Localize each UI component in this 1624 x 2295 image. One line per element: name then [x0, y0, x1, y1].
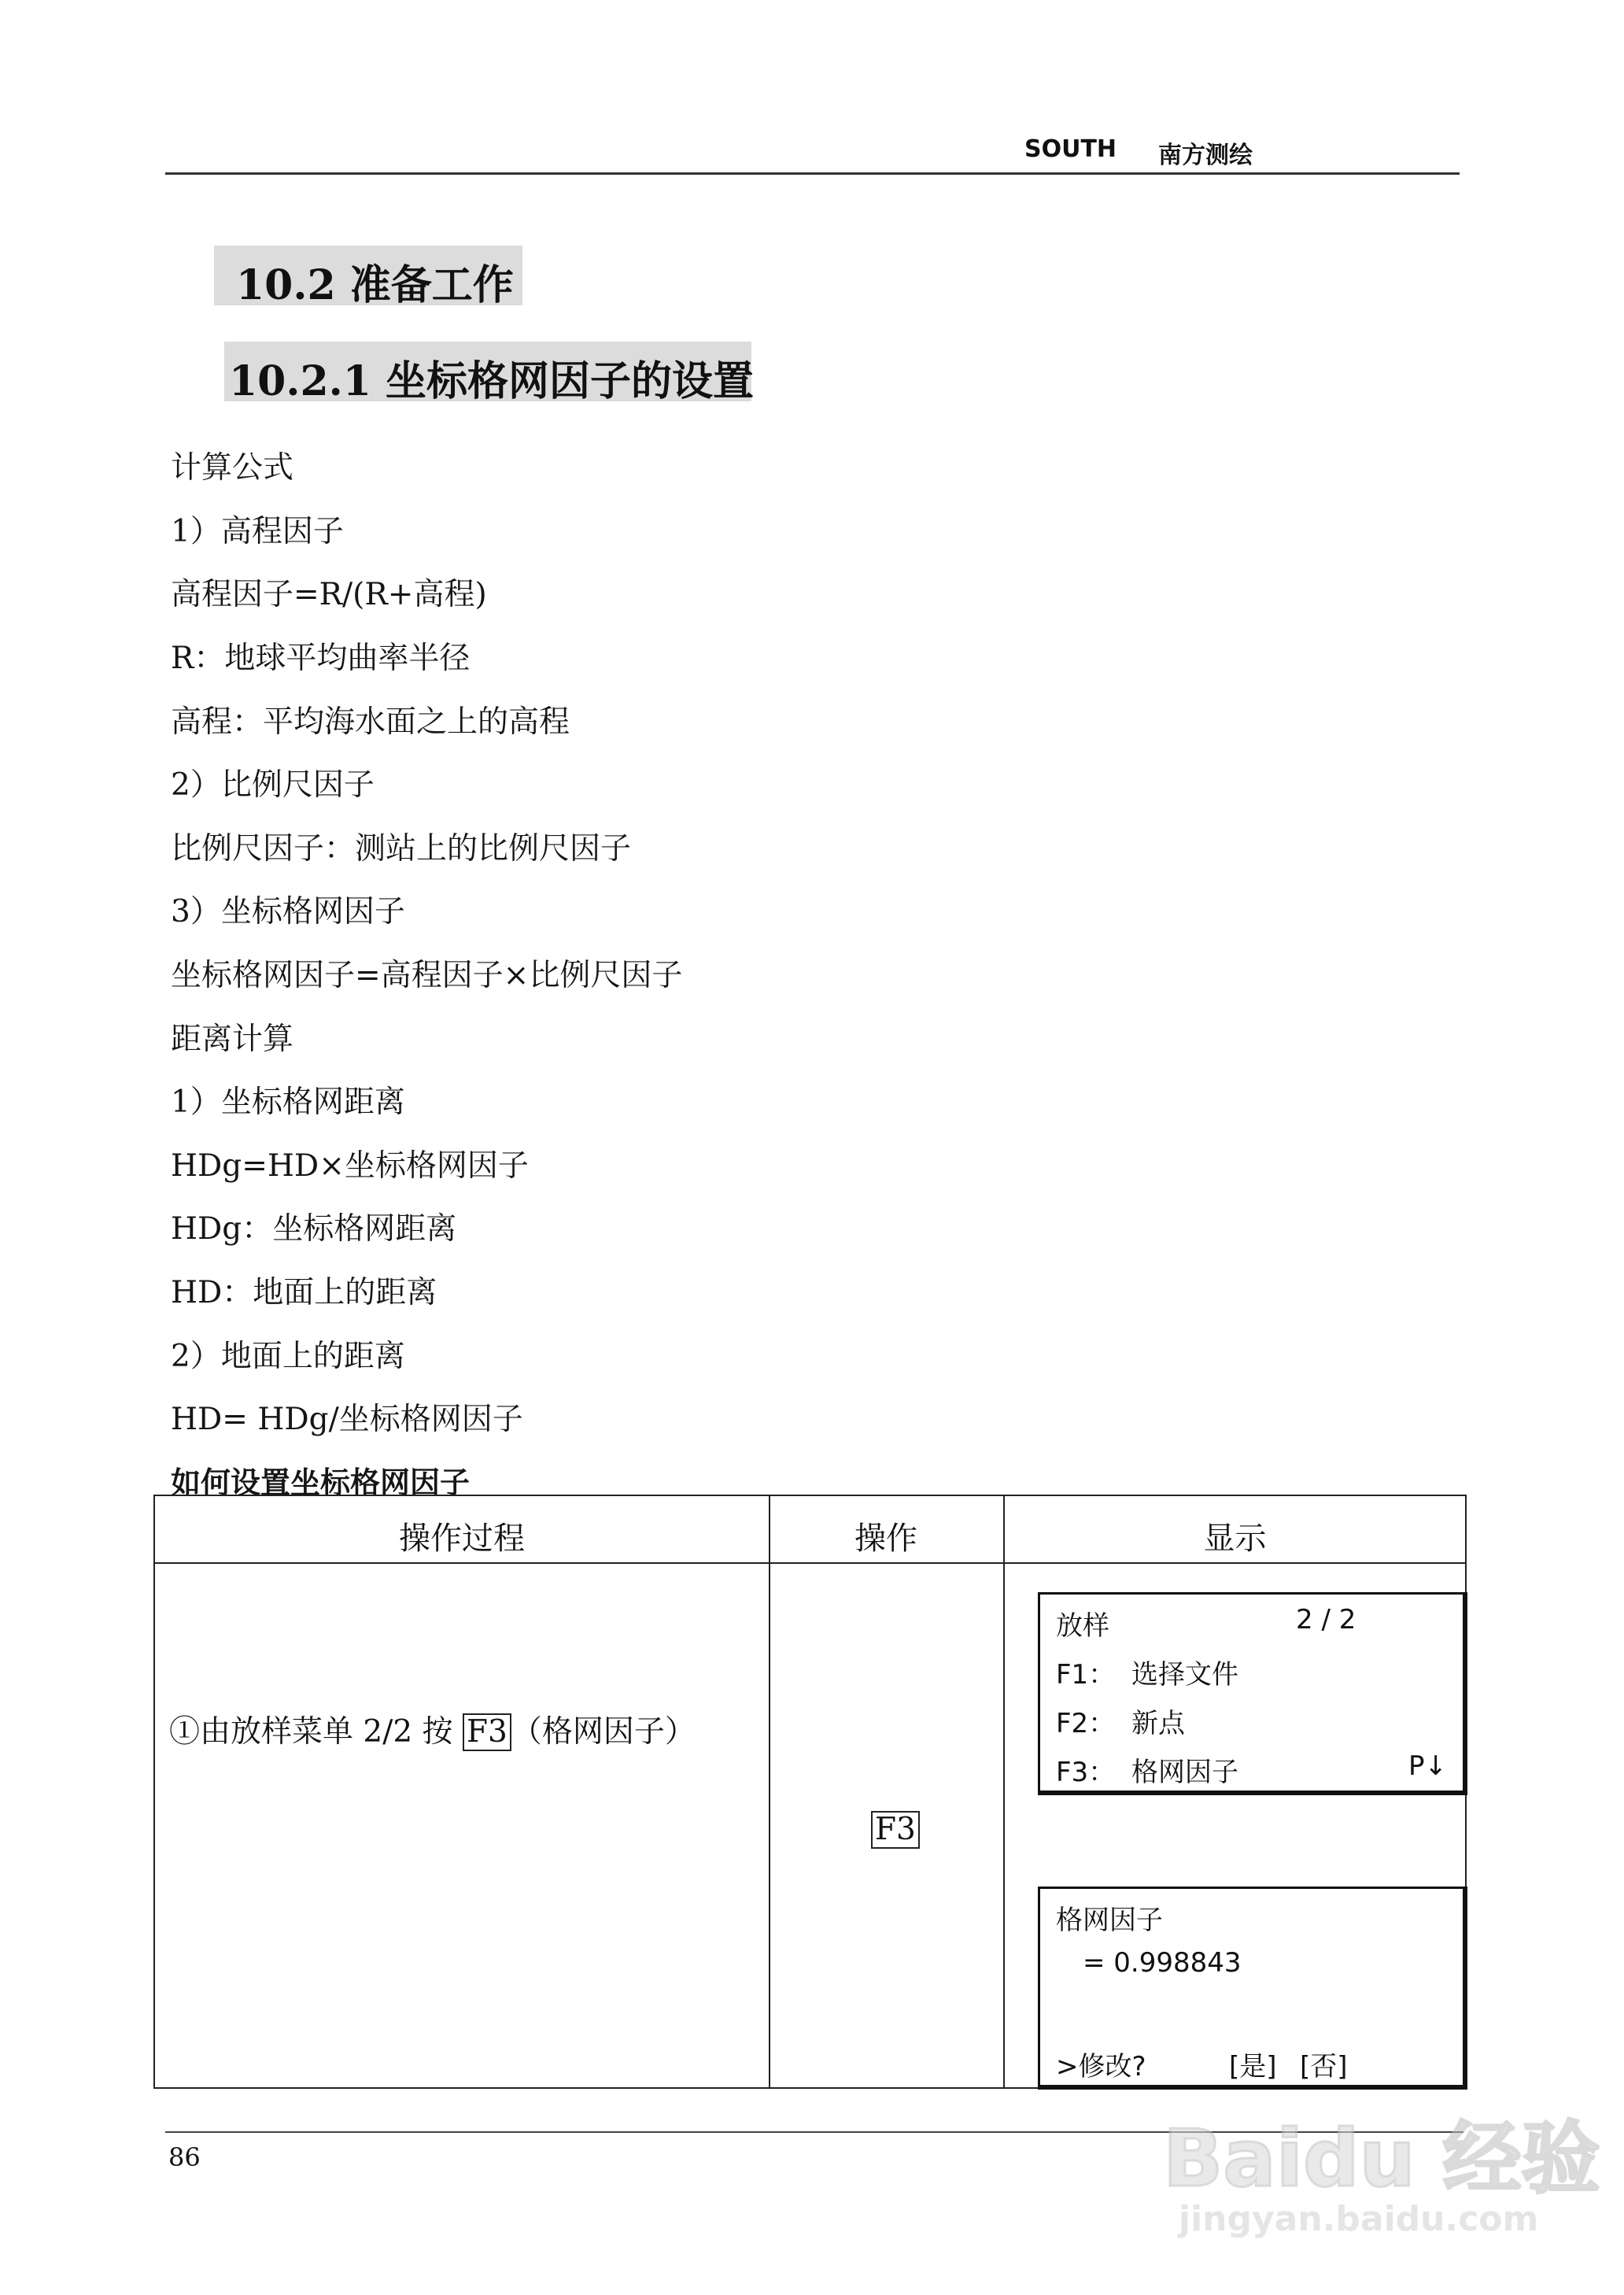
text-line: 计算公式 [171, 450, 294, 486]
procedure-table [153, 1495, 1467, 2089]
menu-key-f2: F2： [1056, 1708, 1116, 1739]
menu-key-f3: F3： [1056, 1757, 1116, 1788]
text-line: HDg=HD×坐标格网因子 [171, 1148, 529, 1184]
text-line: 1）坐标格网距离 [171, 1085, 405, 1120]
text-line: 1）高程因子 [171, 514, 344, 549]
how-to-title: 如何设置坐标格网因子 [171, 1465, 471, 1500]
text-line: HD= HDg/坐标格网因子 [171, 1402, 523, 1437]
screen-title: 放样 [1056, 1610, 1109, 1642]
text-line: 高程因子=R/(R+高程) [171, 577, 487, 612]
header-brand-en: SOUTH [1024, 135, 1117, 163]
no-option: [否] [1300, 2051, 1348, 2082]
screen-page: 2 / 2 [1296, 1604, 1356, 1635]
text-line: 距离计算 [171, 1022, 294, 1057]
column-divider [1003, 1496, 1005, 2087]
screen-stakeout-menu [1038, 1592, 1467, 1795]
header-divider [155, 1562, 1465, 1564]
text-line: 3）坐标格网因子 [171, 894, 405, 929]
table-header-operation: 操作 [854, 1521, 917, 1557]
operation-cell [871, 1811, 920, 1849]
text-line: HD：地面上的距离 [171, 1275, 437, 1310]
f3-key-inline: F3 [463, 1713, 511, 1751]
header-brand-cn: 南方测绘 [1158, 142, 1253, 169]
baidu-watermark [1163, 2095, 1600, 2252]
step-description: ①由放样菜单 2/2 按 F3 （格网因子） [169, 1714, 696, 1750]
text-line: HDg：坐标格网距离 [171, 1211, 457, 1247]
table-header-procedure: 操作过程 [399, 1521, 525, 1557]
column-divider [769, 1496, 770, 2087]
text-line: 2）比例尺因子 [171, 767, 375, 803]
text-line: 2）地面上的距离 [171, 1339, 405, 1374]
yes-option: [是] [1229, 2051, 1277, 2082]
table-header-display: 显示 [1203, 1521, 1267, 1557]
text-line: 高程：平均海水面之上的高程 [171, 704, 570, 740]
grid-factor-value: = 0.998843 [1083, 1947, 1242, 1979]
page-number: 86 [168, 2142, 201, 2172]
screen-title: 格网因子 [1056, 1905, 1163, 1936]
header-rule [165, 172, 1460, 175]
subsection-heading: 10.2.1 坐标格网因子的设置 [224, 342, 751, 401]
text-line: R：地球平均曲率半径 [171, 641, 471, 676]
section-heading: 10.2 准备工作 [214, 246, 522, 305]
menu-key-f1: F1： [1056, 1659, 1116, 1691]
modify-prompt: >修改? [1056, 2051, 1146, 2082]
text-line: 坐标格网因子=高程因子×比例尺因子 [171, 958, 683, 993]
watermark-url: jingyan.baidu.com [1179, 2199, 1539, 2239]
watermark-logo: Baidu 经验 [1163, 2112, 1600, 2204]
menu-item-select-file: 选择文件 [1131, 1659, 1238, 1691]
f3-key: F3 [871, 1811, 920, 1849]
screen-grid-factor [1038, 1887, 1467, 2090]
menu-item-grid-factor: 格网因子 [1131, 1757, 1238, 1788]
text-line: 比例尺因子：测站上的比例尺因子 [171, 831, 632, 867]
page-down-indicator: P↓ [1408, 1750, 1447, 1782]
menu-item-new-point: 新点 [1131, 1708, 1185, 1739]
